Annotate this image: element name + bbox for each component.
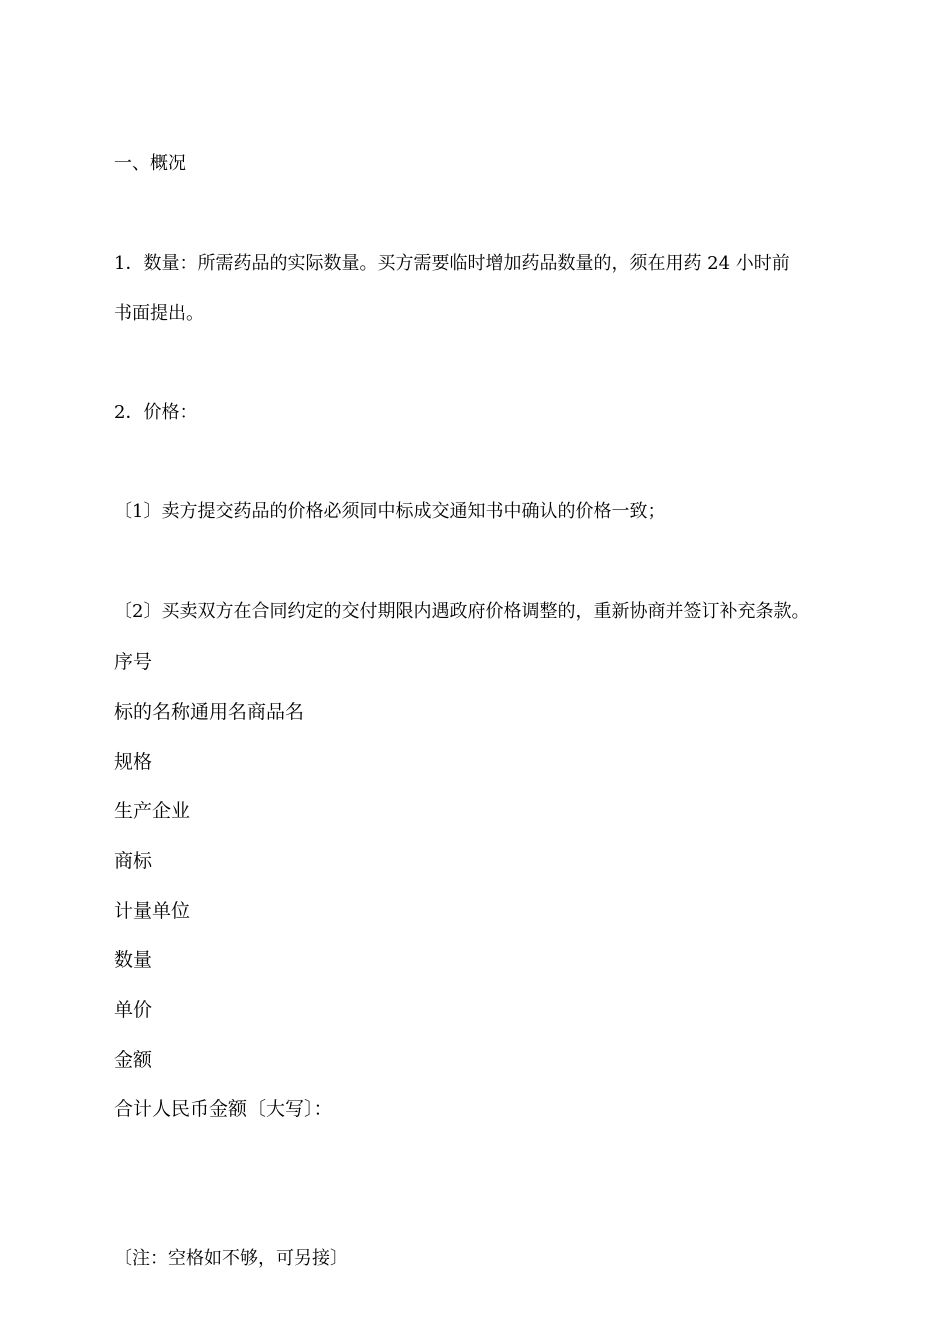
clause1-line2: 书面提出。: [114, 303, 204, 324]
table-header-quantity: 数量: [114, 949, 153, 971]
table-header-manufacturer: 生产企业: [114, 800, 191, 822]
table-header-unit-price: 单价: [114, 999, 153, 1021]
clause2-heading: 2．价格：: [114, 402, 198, 423]
table-header-amount: 金额: [114, 1049, 153, 1071]
clause1-line1: 1．数量：所需药品的实际数量。买方需要临时增加药品数量的，须在用药 24 小时前: [114, 253, 790, 274]
clause2-item2: 〔2〕买卖双方在合同约定的交付期限内遇政府价格调整的，重新协商并签订补充条款。: [114, 601, 810, 622]
section-heading: 一、概况: [114, 153, 186, 174]
table-header-spec: 规格: [114, 751, 153, 773]
table-header-trademark: 商标: [114, 850, 153, 872]
clause2-item1: 〔1〕卖方提交药品的价格必须同中标成交通知书中确认的价格一致；: [114, 501, 666, 522]
table-header-name: 标的名称通用名商品名: [114, 701, 305, 723]
table-header-index: 序号: [114, 651, 153, 673]
footnote: 〔注：空格如不够，可另接〕: [114, 1248, 348, 1269]
table-header-unit: 计量单位: [114, 900, 191, 922]
table-total-label: 合计人民币金额〔大写〕：: [114, 1098, 333, 1120]
